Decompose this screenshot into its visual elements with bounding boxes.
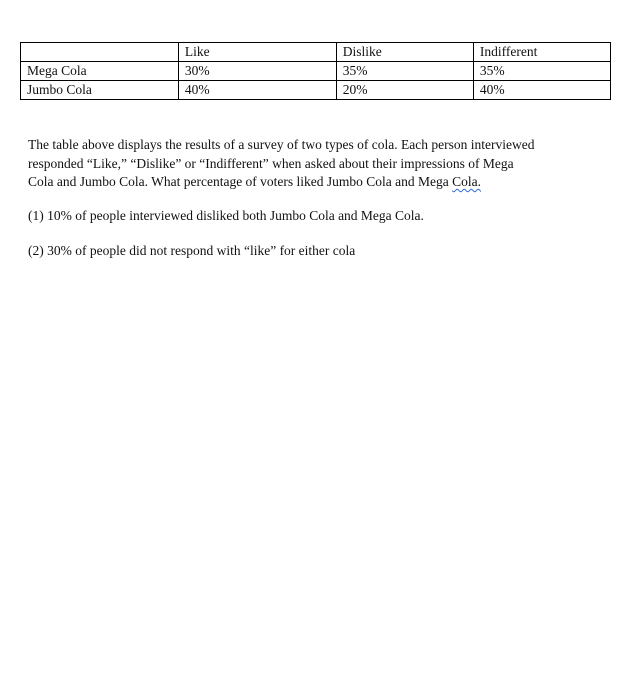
- table-cell-dislike: 35%: [336, 62, 473, 81]
- statement-one: (1) 10% of people interviewed disliked both Jumbo Cola and Mega Cola.: [28, 208, 424, 223]
- table-cell-like: 40%: [178, 81, 336, 100]
- table-cell-product: Mega Cola: [21, 62, 179, 81]
- spellcheck-flagged-word[interactable]: Cola.: [452, 174, 482, 189]
- statement-two: (2) 30% of people did not respond with “like” for either cola: [28, 243, 356, 258]
- table-cell-indifferent: 40%: [473, 81, 610, 100]
- table-header-cell-empty: [21, 43, 179, 62]
- table-header-cell-dislike: Dislike: [336, 43, 473, 62]
- table-row: [21, 62, 611, 81]
- question-line-1: The table above displays the results of a survey of two types of cola. Each person interviewed: [28, 137, 535, 152]
- table-header-row: [21, 43, 611, 62]
- survey-results-table: [20, 42, 611, 100]
- table-cell-dislike: 20%: [336, 81, 473, 100]
- table-cell-indifferent: 35%: [473, 62, 610, 81]
- question-line-3: Cola and Jumbo Cola. What percentage of voters liked Jumbo Cola and Mega: [28, 174, 453, 189]
- question-paragraph: [28, 136, 612, 192]
- table-cell-product: Jumbo Cola: [21, 81, 179, 100]
- table-header-cell-like: Like: [178, 43, 336, 62]
- table-header-cell-indifferent: Indifferent: [473, 43, 610, 62]
- table-cell-like: 30%: [178, 62, 336, 81]
- table-row: [21, 81, 611, 100]
- question-line-2: responded “Like,” “Dislike” or “Indifferent” when asked about their impressions of Mega: [28, 155, 514, 171]
